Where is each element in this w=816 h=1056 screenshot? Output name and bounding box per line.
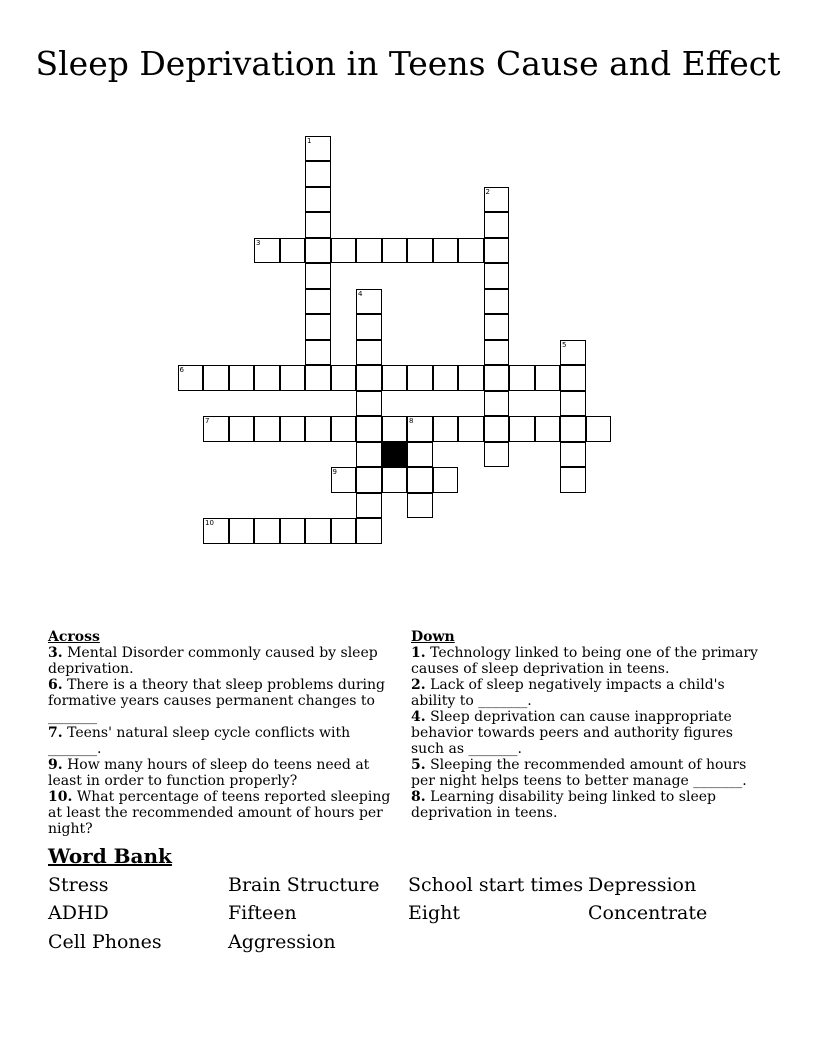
clue-number: 10 xyxy=(205,519,214,527)
word-bank-item: Brain Structure xyxy=(228,874,380,896)
grid-cell[interactable] xyxy=(280,238,306,264)
clue-number: 7 xyxy=(205,417,210,425)
grid-cell[interactable] xyxy=(407,238,433,264)
grid-cell[interactable] xyxy=(484,340,510,366)
grid-cell[interactable] xyxy=(484,289,510,315)
grid-cell[interactable] xyxy=(433,238,459,264)
grid-cell[interactable] xyxy=(560,340,586,366)
grid-cell[interactable] xyxy=(229,416,255,442)
across-clue: 10. What percentage of teens reported sleeping at least the recommended amount of hours per night? xyxy=(48,789,391,837)
grid-cell[interactable] xyxy=(254,238,280,264)
grid-cell[interactable] xyxy=(356,365,382,391)
grid-cell[interactable] xyxy=(382,416,408,442)
grid-cell[interactable] xyxy=(458,365,484,391)
grid-cell[interactable] xyxy=(305,314,331,340)
grid-cell[interactable] xyxy=(382,238,408,264)
page-title: Sleep Deprivation in Teens Cause and Effect xyxy=(35,44,781,83)
grid-cell[interactable] xyxy=(382,467,408,493)
across-clue: 9. How many hours of sleep do teens need at least in order to function properly? xyxy=(48,757,370,789)
grid-cell[interactable] xyxy=(254,518,280,544)
grid-cell[interactable] xyxy=(229,365,255,391)
grid-cell[interactable] xyxy=(331,518,357,544)
grid-cell[interactable] xyxy=(356,518,382,544)
grid-cell[interactable] xyxy=(509,416,535,442)
grid-cell[interactable] xyxy=(356,314,382,340)
grid-cell[interactable] xyxy=(560,416,586,442)
word-bank-item: Fifteen xyxy=(228,902,297,924)
grid-cell[interactable] xyxy=(305,187,331,213)
grid-cell[interactable] xyxy=(458,238,484,264)
word-bank-item: ADHD xyxy=(48,902,109,924)
grid-cell[interactable] xyxy=(254,416,280,442)
grid-cell[interactable] xyxy=(305,136,331,162)
down-heading: Down xyxy=(411,629,455,645)
grid-cell[interactable] xyxy=(356,416,382,442)
grid-cell[interactable] xyxy=(305,238,331,264)
grid-cell[interactable] xyxy=(305,365,331,391)
down-clue: 1. Technology linked to being one of the primary causes of sleep deprivation in teens. xyxy=(411,645,758,677)
grid-cell[interactable] xyxy=(331,238,357,264)
clue-number: 8 xyxy=(409,417,414,425)
word-bank-item: Stress xyxy=(48,874,109,896)
grid-cell[interactable] xyxy=(433,416,459,442)
down-clue: 8. Learning disability being linked to sleep deprivation in teens. xyxy=(411,789,716,821)
grid-cell[interactable] xyxy=(305,340,331,366)
grid-cell[interactable] xyxy=(356,391,382,417)
grid-cell[interactable] xyxy=(535,365,561,391)
grid-cell[interactable] xyxy=(203,365,229,391)
grid-cell[interactable] xyxy=(305,263,331,289)
grid-cell[interactable] xyxy=(203,416,229,442)
grid-block xyxy=(382,442,408,468)
grid-cell[interactable] xyxy=(407,442,433,468)
grid-cell[interactable] xyxy=(484,238,510,264)
grid-cell[interactable] xyxy=(305,289,331,315)
grid-cell[interactable] xyxy=(484,212,510,238)
word-bank-item: School start times xyxy=(408,874,584,896)
across-clues xyxy=(48,629,398,837)
grid-cell[interactable] xyxy=(356,340,382,366)
clue-number: 1 xyxy=(307,136,312,145)
down-clues xyxy=(411,629,761,821)
grid-cell[interactable] xyxy=(331,467,357,493)
grid-cell[interactable] xyxy=(484,391,510,417)
clue-number: 4 xyxy=(358,289,363,298)
grid-cell[interactable] xyxy=(484,416,510,442)
across-heading: Across xyxy=(48,629,100,645)
grid-cell[interactable] xyxy=(305,212,331,238)
grid-cell[interactable] xyxy=(509,365,535,391)
grid-cell[interactable] xyxy=(203,518,229,544)
clue-number: 2 xyxy=(485,187,490,196)
grid-cell[interactable] xyxy=(229,518,255,544)
word-bank-item: Cell Phones xyxy=(48,931,162,953)
grid-cell[interactable] xyxy=(356,238,382,264)
across-clue: 3. Mental Disorder commonly caused by sleep deprivation. xyxy=(48,645,378,677)
grid-cell[interactable] xyxy=(484,314,510,340)
grid-cell[interactable] xyxy=(305,161,331,187)
across-clue: 6. There is a theory that sleep problems during formative years causes permanent changes to _______ xyxy=(48,677,386,725)
grid-cell[interactable] xyxy=(458,416,484,442)
grid-cell[interactable] xyxy=(254,365,280,391)
grid-cell[interactable] xyxy=(407,467,433,493)
grid-cell[interactable] xyxy=(178,365,204,391)
clue-number: 3 xyxy=(256,238,261,247)
grid-cell[interactable] xyxy=(331,416,357,442)
grid-cell[interactable] xyxy=(280,365,306,391)
grid-cell[interactable] xyxy=(356,467,382,493)
word-bank-item: Concentrate xyxy=(588,902,708,924)
grid-cell[interactable] xyxy=(407,493,433,519)
down-clue: 2. Lack of sleep negatively impacts a child's ability to _______. xyxy=(411,677,725,709)
grid-cell[interactable] xyxy=(280,416,306,442)
grid-cell[interactable] xyxy=(586,416,612,442)
across-clue: 7. Teens' natural sleep cycle conflicts with _______. xyxy=(48,725,351,757)
grid-cell[interactable] xyxy=(280,518,306,544)
grid-cell[interactable] xyxy=(356,493,382,519)
clue-number: 9 xyxy=(332,468,337,476)
clue-number: 5 xyxy=(562,340,567,349)
clue-number: 6 xyxy=(179,366,184,374)
grid-cell[interactable] xyxy=(356,442,382,468)
down-clue: 4. Sleep deprivation can cause inappropriate behavior towards peers and authority figures such as _______. xyxy=(411,709,733,757)
grid-cell[interactable] xyxy=(433,365,459,391)
grid-cell[interactable] xyxy=(484,187,510,213)
grid-cell[interactable] xyxy=(407,365,433,391)
grid-cell[interactable] xyxy=(407,416,433,442)
grid-cell[interactable] xyxy=(560,391,586,417)
grid-cell[interactable] xyxy=(305,416,331,442)
word-bank-item: Eight xyxy=(408,902,460,924)
word-bank-title: Word Bank xyxy=(48,844,172,868)
grid-cell[interactable] xyxy=(484,263,510,289)
grid-cell[interactable] xyxy=(560,467,586,493)
grid-cell[interactable] xyxy=(331,365,357,391)
grid-cell[interactable] xyxy=(382,365,408,391)
grid-cell[interactable] xyxy=(560,365,586,391)
down-clue: 5. Sleeping the recommended amount of hours per night helps teens to better manage _______. xyxy=(411,757,747,789)
grid-cell[interactable] xyxy=(356,289,382,315)
grid-cell[interactable] xyxy=(433,467,459,493)
grid-cell[interactable] xyxy=(484,365,510,391)
word-bank-item: Depression xyxy=(588,874,697,896)
word-bank-item: Aggression xyxy=(228,931,336,953)
grid-cell[interactable] xyxy=(305,518,331,544)
grid-cell[interactable] xyxy=(484,442,510,468)
grid-cell[interactable] xyxy=(535,416,561,442)
grid-cell[interactable] xyxy=(560,442,586,468)
